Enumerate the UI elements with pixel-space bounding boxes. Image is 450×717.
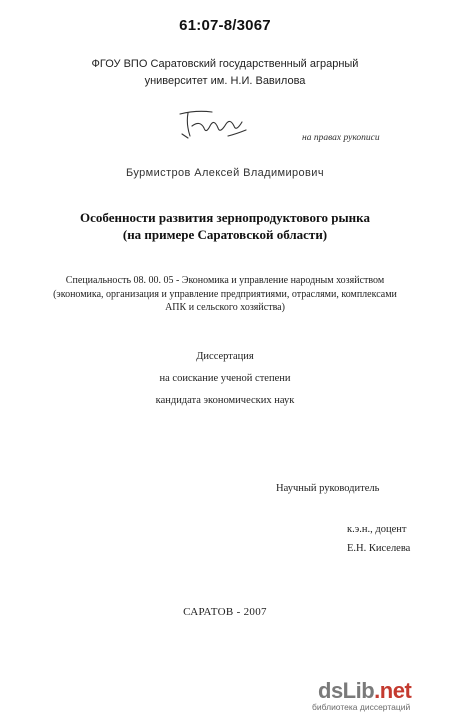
dissertation-title [0,209,450,243]
manuscript-note: на правах рукописи [302,133,380,143]
degree-line-2: на соискание ученой степени [159,373,291,384]
supervisor-name: Е.Н. Киселева [347,543,411,554]
institution-name [0,56,450,90]
logo-accent: .net [374,678,412,703]
author-name: Бурмистров Алексей Владимирович [126,167,324,179]
specialty-line-2: (экономика, организация и управление предприятиями, отраслями, комплексами [53,288,397,300]
supervisor-degree: к.э.н., доцент [347,524,407,535]
dslib-logo [318,678,411,704]
title-line-1: Особенности развития зернопродуктового рынка [80,210,370,225]
city-year: САРАТОВ - 2007 [183,606,267,618]
watermark-caption: библиотека диссертаций [312,702,411,712]
specialty-line-1: Специальность 08. 00. 05 - Экономика и управление народным хозяйством [65,275,385,286]
specialty [30,274,420,315]
specialty-line-3: АПК и сельского хозяйства) [165,302,285,313]
title-line-2: (на примере Саратовской области) [122,227,328,242]
logo-main: dsLib [318,678,375,703]
dslib-watermark[interactable] [312,678,444,710]
degree-line-1: Диссертация [196,351,254,362]
supervisor-label: Научный руководитель [276,483,380,494]
degree-statement [0,346,450,412]
handwritten-signature [174,104,274,149]
institution-line-1: ФГОУ ВПО Саратовский государственный аграрный [91,58,359,70]
call-number: 61:07-8/3067 [179,17,271,34]
degree-line-3: кандидата экономических наук [155,395,295,406]
institution-line-2: университет им. Н.И. Вавилова [144,75,306,87]
